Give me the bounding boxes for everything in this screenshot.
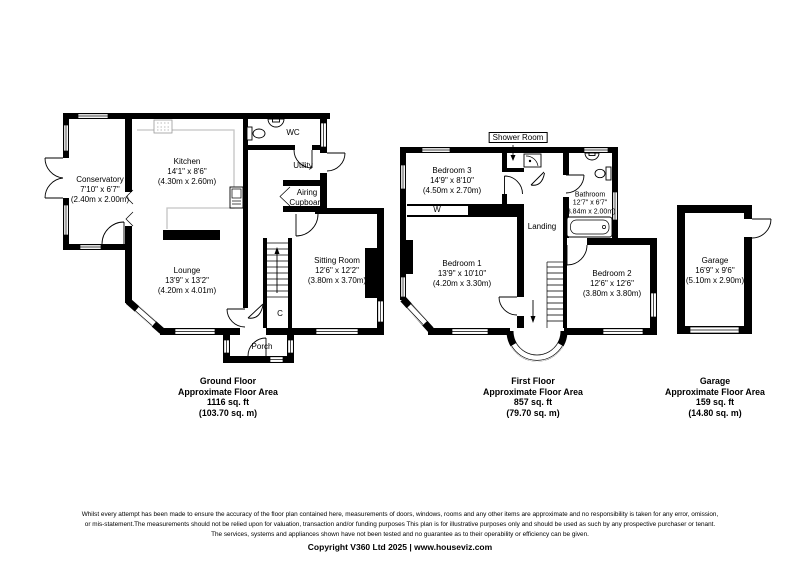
chimney-breast-bedroom1 <box>406 240 413 274</box>
copyright-line: Copyright V360 Ltd 2025 | www.houseviz.com <box>307 542 493 552</box>
stairs-up-arrow <box>275 247 280 254</box>
room-label-cupboard: C <box>277 309 283 318</box>
disclaimer-line-3: The services, systems and appliances shown have not been tested and no guarantee as to their operability or efficiency can be given. <box>211 531 589 538</box>
garage-summary: Garage Approximate Floor Area 159 sq. ft (14.80 sq. m) <box>665 376 765 419</box>
room-label-utility: Utility <box>293 161 313 170</box>
shower-tray-icon <box>524 154 541 167</box>
disclaimer-line-1: Whilst every attempt has been made to ensure the accuracy of the floor plan contained here, measurements of doors, windows, rooms and any other items are approximate and no responsibility is taken for any error, omission, <box>81 511 719 518</box>
room-label-landing: Landing <box>527 222 557 231</box>
room-label-lounge: Lounge 13'9" x 13'2" (4.20m x 4.01m) <box>157 266 217 295</box>
room-label-bedroom1: Bedroom 1 13'9" x 10'10" (4.20m x 3.30m) <box>432 259 492 288</box>
toilet-icon <box>247 127 265 140</box>
first-floor-summary: First Floor Approximate Floor Area 857 sq. ft (79.70 sq. m) <box>483 376 583 419</box>
room-label-bedroom3: Bedroom 3 14'9" x 8'10" (4.50m x 2.70m) <box>422 166 482 195</box>
ground-floor-summary: Ground Floor Approximate Floor Area 1116 sq. ft (103.70 sq. m) <box>178 376 278 419</box>
room-label-sitting-room: Sitting Room 12'6" x 12'2" (3.80m x 3.70m) <box>307 256 367 285</box>
room-label-shower-room: Shower Room <box>489 133 548 143</box>
room-label-airing-cupboard: Airing Cupboard <box>289 188 325 207</box>
room-label-kitchen: Kitchen 14'1" x 8'6" (4.30m x 2.60m) <box>157 157 217 186</box>
bathroom-toilet-icon <box>595 167 611 180</box>
bathtub-icon <box>567 217 612 237</box>
room-label-bedroom2: Bedroom 2 12'6" x 12'6" (3.80m x 3.80m) <box>582 269 642 298</box>
room-label-garage: Garage 16'9" x 9'6" (5.10m x 2.90m) <box>685 256 745 285</box>
hob-icon <box>154 120 172 133</box>
chimney-breast <box>365 248 377 298</box>
room-label-porch: Porch <box>251 342 273 351</box>
room-label-wc: WC <box>286 128 300 137</box>
kitchen-appliance-icon <box>230 187 243 208</box>
ground-floor-plan <box>45 113 384 363</box>
stairs-ground <box>267 243 288 297</box>
disclaimer-line-2: or mis-statement.The measurements should not be relied upon for valuation, transaction and/or funding purposes This plan is for illustrative purposes only and should be used as such by any prospective purchaser or tenant. <box>84 521 716 528</box>
bathroom-sink-icon <box>585 153 599 160</box>
stairs-down-arrow <box>531 316 536 323</box>
sink-icon <box>268 119 284 127</box>
room-label-conservatory: Conservatory 7'10" x 6'7" (2.40m x 2.00m) <box>70 175 130 204</box>
room-label-bathroom: Bathroom 12'7" x 6'7" (3.84m x 2.00m) <box>564 191 616 216</box>
garage-door <box>752 219 771 238</box>
windows-ground <box>64 114 384 362</box>
room-label-wardrobe: W <box>433 205 441 214</box>
stairs-first <box>531 262 564 328</box>
